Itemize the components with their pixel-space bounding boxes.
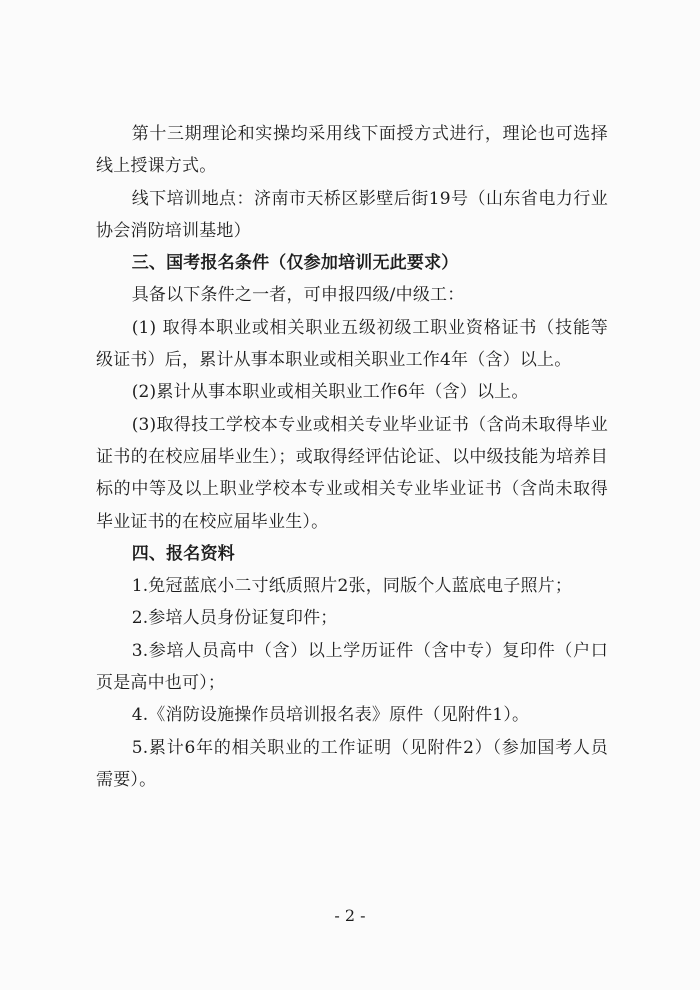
condition-item-1: (1) 取得本职业或相关职业五级初级工职业资格证书（技能等级证书）后，累计从事本职业或相关职业工作4年（含）以上。 bbox=[96, 317, 608, 371]
paragraph-training-location: 线下培训地点：济南市天桥区影壁后街19号（山东省电力行业协会消防培训基地） bbox=[96, 188, 608, 241]
material-item-1: 1.免冠蓝底小二寸纸质照片2张，同版个人蓝底电子照片； bbox=[131, 576, 573, 597]
document-body bbox=[96, 118, 608, 796]
material-item-2: 2.参培人员身份证复印件； bbox=[131, 608, 338, 629]
paragraph-teaching-mode: 第十三期理论和实操均采用线下面授方式进行，理论也可选择线上授课方式。 bbox=[96, 124, 608, 177]
condition-item-3: (3)取得技工学校本专业或相关专业毕业证书（含尚未取得毕业证书的在校应届毕业生）；或取得经评估论证、以中级技能为培养目标的中等及以上职业学校本专业或相关专业毕业证书（含尚未取得毕业证书的在校应届毕业生）。 bbox=[96, 414, 608, 532]
section-heading-materials: 四、报名资料 bbox=[131, 543, 235, 564]
page-number: - 2 - bbox=[334, 906, 366, 925]
condition-item-2: (2)累计从事本职业或相关职业工作6年（含）以上。 bbox=[131, 382, 529, 403]
material-item-3: 3.参培人员高中（含）以上学历证件（含中专）复印件（户口页是高中也可）； bbox=[96, 640, 608, 694]
paragraph-conditions-intro: 具备以下条件之一者，可申报四级/中级工： bbox=[131, 285, 465, 306]
material-item-4: 4.《消防设施操作员培训报名表》原件（见附件1）。 bbox=[131, 705, 530, 726]
section-heading-exam-conditions: 三、国考报名条件（仅参加培训无此要求） bbox=[131, 253, 459, 274]
material-item-5: 5.累计6年的相关职业的工作证明（见附件2）（参加国考人员需要）。 bbox=[96, 737, 608, 790]
